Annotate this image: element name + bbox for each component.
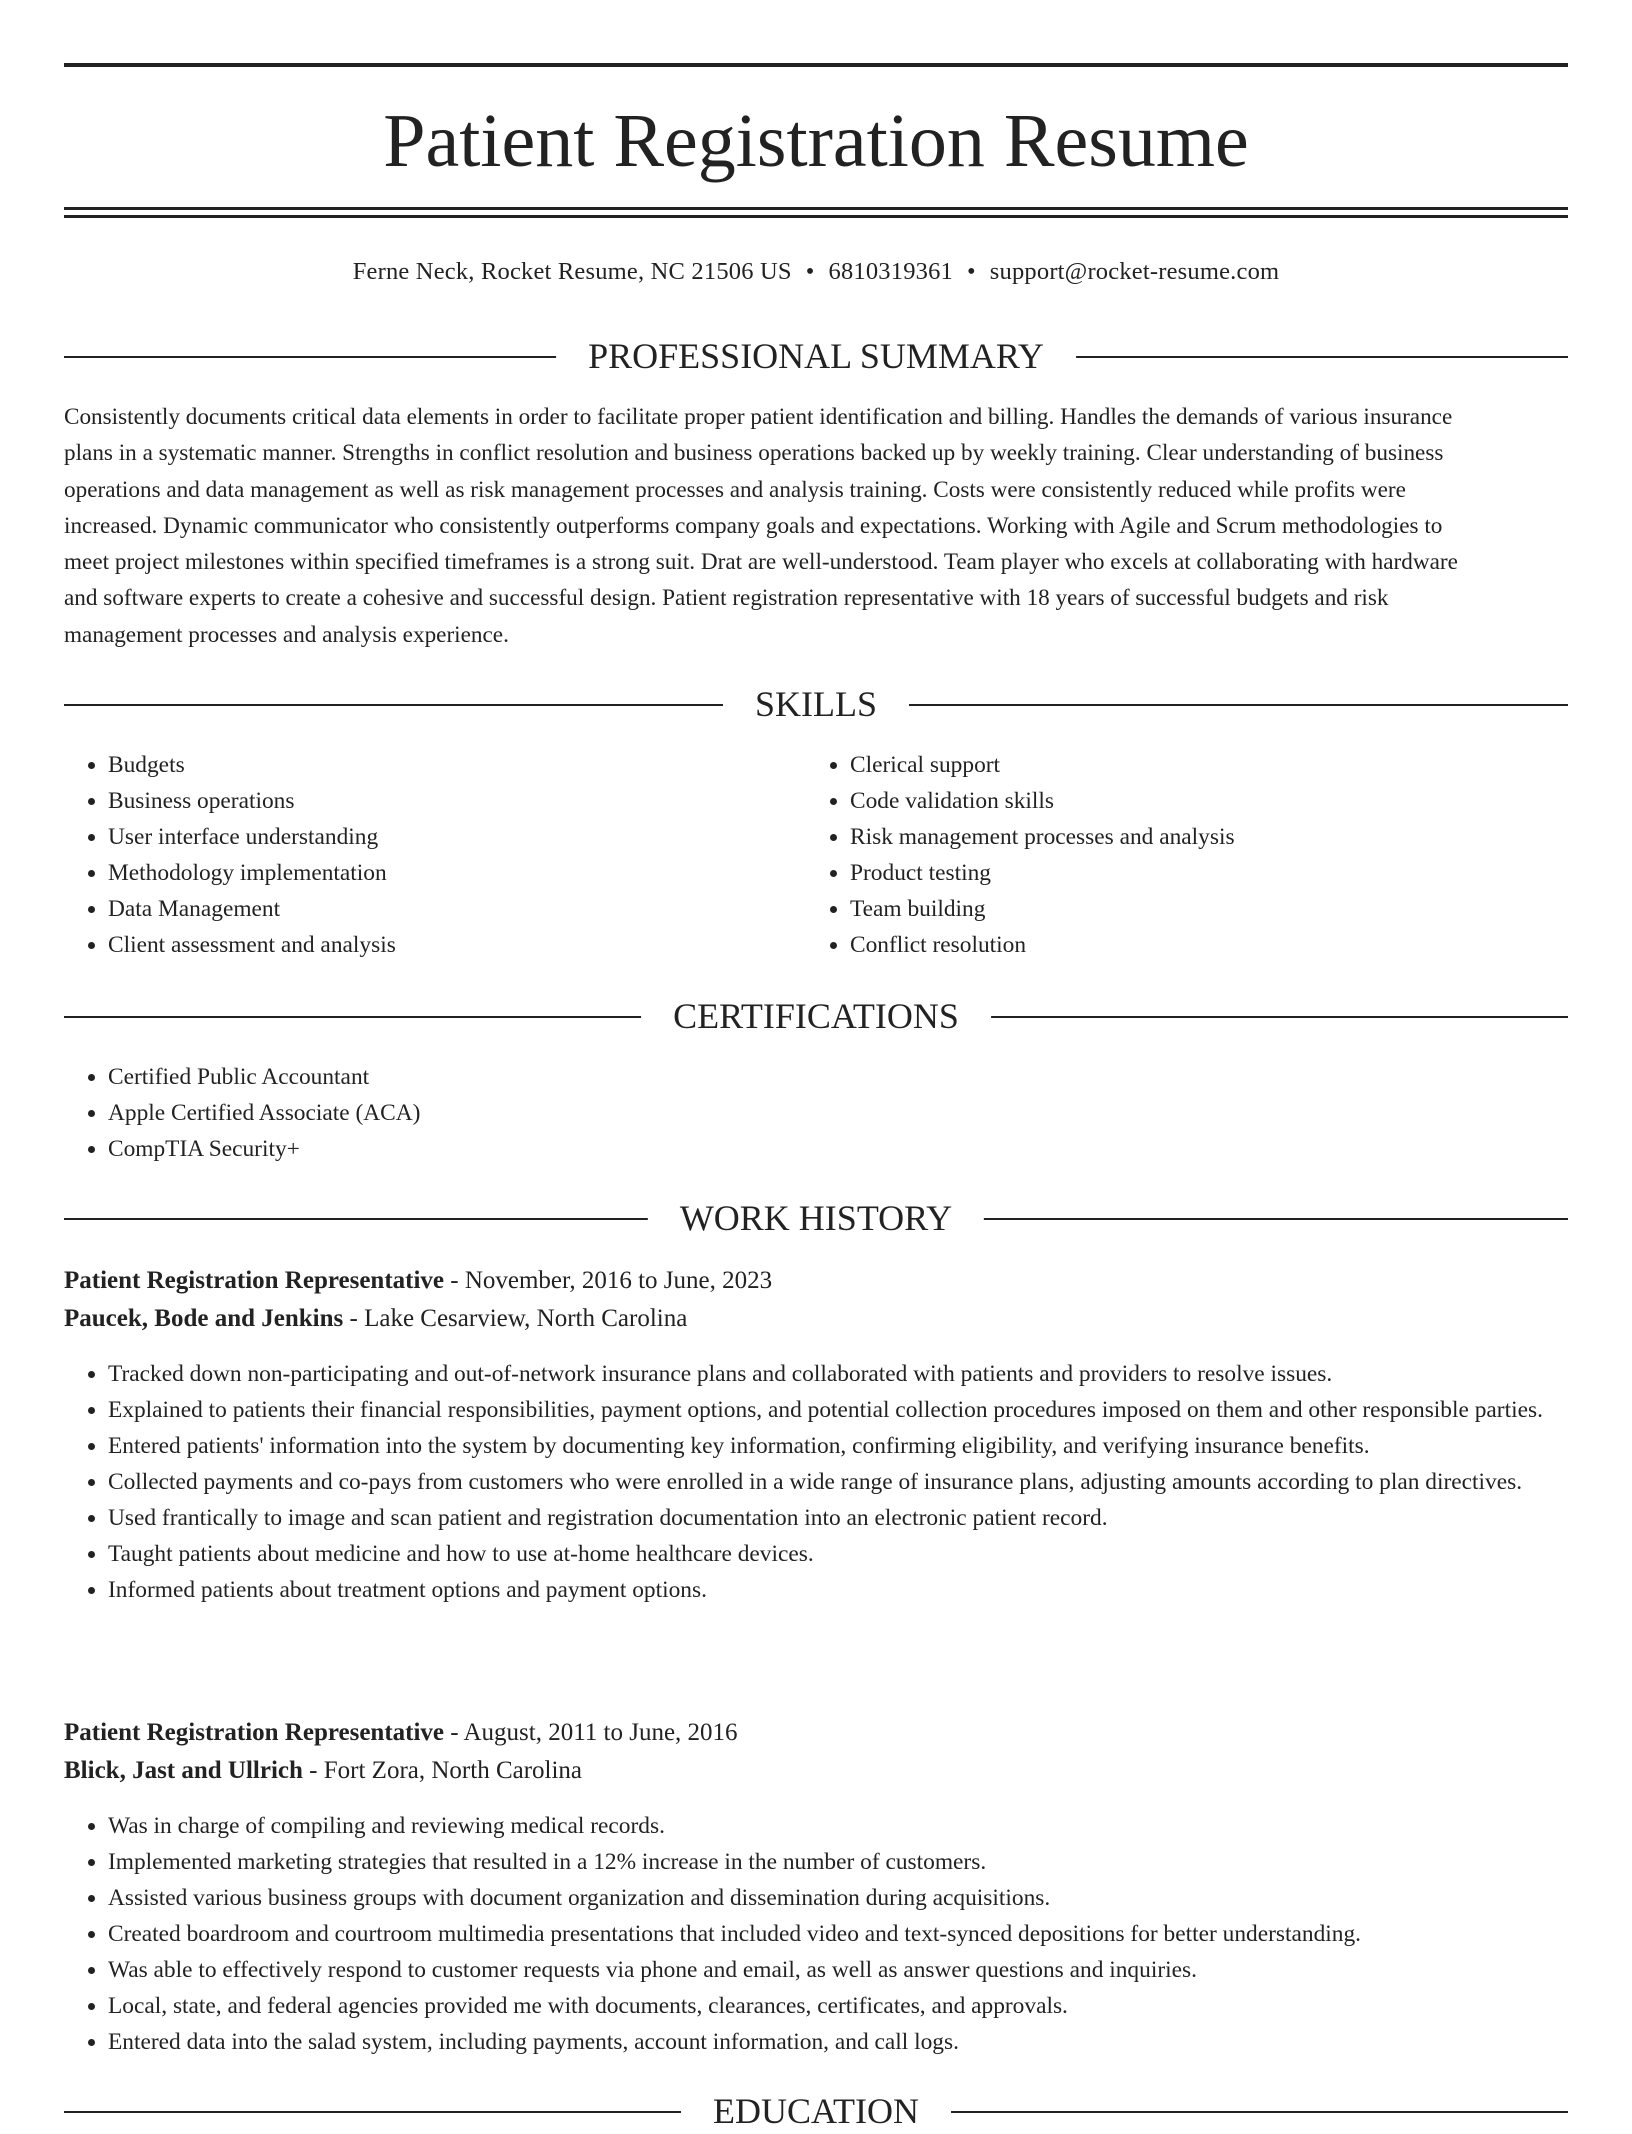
skill-item: • Methodology implementation	[108, 855, 808, 891]
job-bullet: • Entered patients' information into the system by documenting key information, confirming eligibility, and verifying insurance benefits.	[108, 1428, 1612, 1464]
job-company-line	[64, 1753, 582, 1789]
page-title: Patient Registration Resume	[383, 99, 1249, 183]
summary-line: plans in a systematic manner. Strengths in conflict resolution and business operations backed up by weekly training. Clear understanding of business	[64, 440, 1444, 467]
job-bullet: • Was able to effectively respond to customer requests via phone and email, as well as answer questions and inquiries.	[108, 1952, 1612, 1988]
job-dates: - August, 2011 to June, 2016	[450, 1719, 738, 1746]
section-header-certifications	[64, 993, 1568, 1039]
skills-list-right	[806, 747, 1610, 963]
job-bullet: • Was in charge of compiling and reviewing medical records.	[108, 1808, 1612, 1844]
job-bullet: • Taught patients about medicine and how to use at-home healthcare devices.	[108, 1536, 1612, 1572]
summary-line: meet project milestones within specified timeframes is a strong suit. Drat are well-understood. Team player who excels at collaborating with hardware	[64, 549, 1458, 576]
skill-item: • Client assessment and analysis	[108, 927, 808, 963]
skill-item: • Team building	[850, 891, 1610, 927]
job-bullets	[64, 1808, 1612, 2060]
job-location: - Lake Cesarview, North Carolina	[349, 1305, 688, 1332]
job-title-line	[64, 1715, 738, 1751]
job-company: Blick, Jast and Ullrich	[64, 1757, 303, 1784]
certification-item: • Certified Public Accountant	[108, 1059, 1568, 1095]
section-header-education	[64, 2088, 1568, 2134]
job-bullets	[64, 1356, 1612, 1608]
skill-item: • Code validation skills	[850, 783, 1610, 819]
summary-line: Consistently documents critical data elements in order to facilitate proper patient identification and billing. Handles the demands of various insurance	[64, 404, 1453, 430]
skill-item: • Business operations	[108, 783, 808, 819]
job-bullet: • Assisted various business groups with document organization and dissemination during acquisitions.	[108, 1880, 1612, 1916]
job-bullet: • Implemented marketing strategies that resulted in a 12% increase in the number of customers.	[108, 1844, 1612, 1880]
job-dates: - November, 2016 to June, 2023	[450, 1267, 773, 1294]
job-title-line	[64, 1263, 772, 1299]
skill-item: • Clerical support	[850, 747, 1610, 783]
skill-item: • Data Management	[108, 891, 808, 927]
job-bullet: • Local, state, and federal agencies provided me with documents, clearances, certificates, and approvals.	[108, 1988, 1612, 2024]
section-title: CERTIFICATIONS	[641, 993, 991, 1039]
certification-item: • CompTIA Security+	[108, 1131, 1568, 1167]
summary-paragraph	[64, 399, 1568, 653]
title-rule-upper	[64, 207, 1568, 210]
job-location: - Fort Zora, North Carolina	[309, 1757, 583, 1784]
section-header-work-history	[64, 1195, 1568, 1241]
skill-item: • User interface understanding	[108, 819, 808, 855]
summary-line: increased. Dynamic communicator who consistently outperforms company goals and expectations. Working with Agile and Scrum methodologies to	[64, 512, 1443, 539]
skill-item: • Conflict resolution	[850, 927, 1610, 963]
top-rule	[64, 63, 1568, 67]
job-company: Paucek, Bode and Jenkins	[64, 1305, 344, 1332]
contact-address: Ferne Neck, Rocket Resume, NC 21506 US	[352, 258, 792, 285]
job-bullet: • Created boardroom and courtroom multimedia presentations that included video and text-synced depositions for better understanding.	[108, 1916, 1612, 1952]
summary-line: operations and data management as well as risk management processes and analysis training. Costs were consistently reduced while profits were	[64, 476, 1406, 503]
certification-item: • Apple Certified Associate (ACA)	[108, 1095, 1568, 1131]
job-bullet: • Used frantically to image and scan patient and registration documentation into an electronic patient record.	[108, 1500, 1612, 1536]
section-title: WORK HISTORY	[648, 1195, 984, 1241]
job-bullet: • Entered data into the salad system, including payments, account information, and call logs.	[108, 2024, 1612, 2060]
section-header-skills	[64, 681, 1568, 727]
summary-line: management processes and analysis experience.	[64, 621, 509, 648]
section-title: PROFESSIONAL SUMMARY	[556, 333, 1076, 379]
title-rule-lower	[64, 215, 1568, 218]
section-title: EDUCATION	[681, 2088, 951, 2134]
skills-list-left	[64, 747, 808, 963]
job-bullet: • Informed patients about treatment options and payment options.	[108, 1572, 1612, 1608]
job-bullet: • Collected payments and co-pays from customers who were enrolled in a wide range of insurance plans, adjusting amounts according to plan directives.	[108, 1464, 1612, 1500]
contact-separator: •	[805, 258, 815, 285]
job-bullet: • Tracked down non-participating and out-of-network insurance plans and collaborated with patients and providers to resolve issues.	[108, 1356, 1612, 1392]
contact-line	[0, 254, 1632, 290]
contact-phone: 6810319361	[828, 258, 953, 285]
skill-item: • Product testing	[850, 855, 1610, 891]
job-title: Patient Registration Representative	[64, 1719, 445, 1746]
section-title: SKILLS	[723, 681, 909, 727]
job-company-line	[64, 1301, 687, 1337]
job-title: Patient Registration Representative	[64, 1267, 445, 1294]
contact-separator: •	[967, 258, 976, 285]
contact-email: support@rocket-resume.com	[989, 258, 1280, 285]
skill-item: • Risk management processes and analysis	[850, 819, 1610, 855]
certifications-list	[64, 1059, 1568, 1167]
summary-line: and software experts to create a cohesive and successful design. Patient registration representative with 18 years of successful budgets and risk	[64, 585, 1389, 612]
job-bullet: • Explained to patients their financial responsibilities, payment options, and potential collection procedures imposed on them and other responsible parties.	[108, 1392, 1612, 1428]
section-header-summary	[64, 333, 1568, 379]
skill-item: • Budgets	[108, 747, 808, 783]
